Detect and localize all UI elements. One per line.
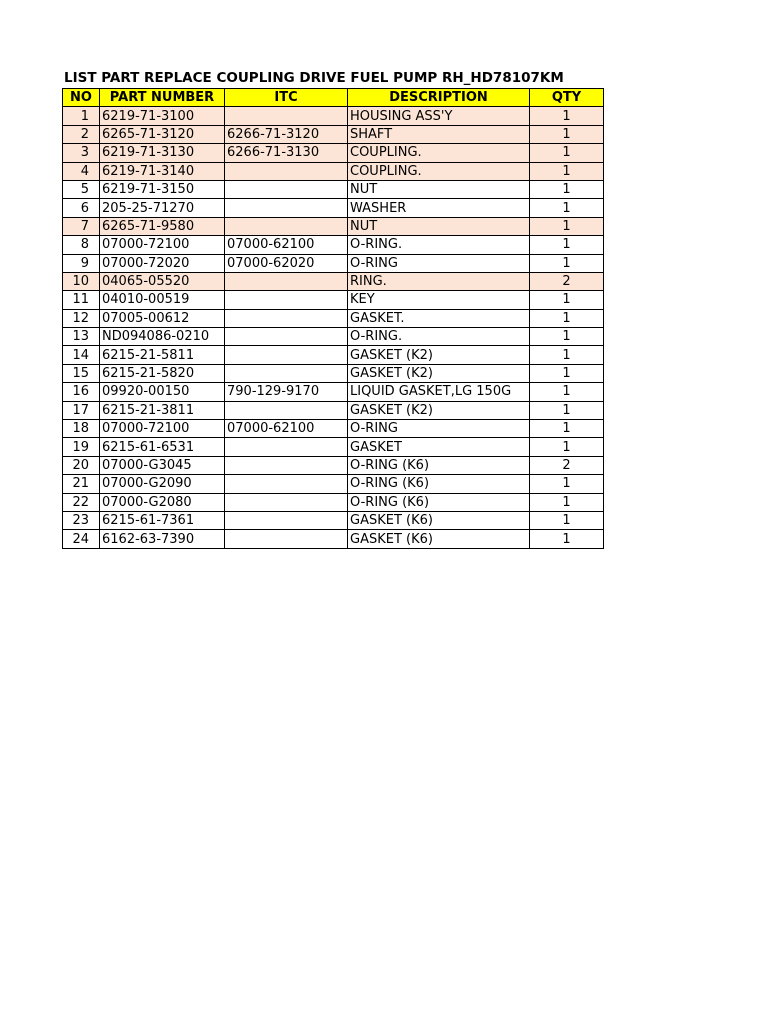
cell-qty: 1	[530, 254, 604, 272]
cell-qty: 1	[530, 144, 604, 162]
cell-itc	[225, 107, 348, 125]
cell-itc	[225, 291, 348, 309]
cell-part-number: 6265-71-9580	[100, 217, 225, 235]
cell-no: 11	[63, 291, 100, 309]
cell-description: HOUSING ASS'Y	[348, 107, 530, 125]
cell-itc	[225, 530, 348, 548]
cell-qty: 1	[530, 125, 604, 143]
cell-part-number: 07000-72100	[100, 420, 225, 438]
cell-part-number: 07000-G3045	[100, 456, 225, 474]
cell-description: O-RING	[348, 254, 530, 272]
table-row	[63, 420, 604, 438]
table-row	[63, 511, 604, 529]
cell-itc	[225, 364, 348, 382]
table-row	[63, 493, 604, 511]
cell-qty: 1	[530, 217, 604, 235]
cell-part-number: 6265-71-3120	[100, 125, 225, 143]
parts-table-body	[63, 107, 604, 548]
cell-itc	[225, 162, 348, 180]
cell-part-number: 07000-72100	[100, 236, 225, 254]
table-row	[63, 254, 604, 272]
cell-part-number: 6215-61-6531	[100, 438, 225, 456]
table-row	[63, 383, 604, 401]
cell-part-number: 6215-21-3811	[100, 401, 225, 419]
cell-itc	[225, 401, 348, 419]
cell-part-number: 04065-05520	[100, 272, 225, 290]
header-description: DESCRIPTION	[348, 89, 530, 107]
cell-description: SHAFT	[348, 125, 530, 143]
cell-itc	[225, 475, 348, 493]
cell-no: 4	[63, 162, 100, 180]
cell-part-number: 07000-G2080	[100, 493, 225, 511]
table-row	[63, 456, 604, 474]
cell-part-number: 07000-72020	[100, 254, 225, 272]
cell-itc	[225, 199, 348, 217]
cell-itc: 6266-71-3130	[225, 144, 348, 162]
cell-qty: 1	[530, 180, 604, 198]
cell-itc	[225, 438, 348, 456]
cell-qty: 1	[530, 383, 604, 401]
cell-qty: 2	[530, 456, 604, 474]
cell-description: O-RING (K6)	[348, 493, 530, 511]
cell-itc	[225, 309, 348, 327]
cell-no: 8	[63, 236, 100, 254]
cell-itc: 07000-62100	[225, 236, 348, 254]
cell-part-number: 09920-00150	[100, 383, 225, 401]
cell-description: WASHER	[348, 199, 530, 217]
cell-itc	[225, 511, 348, 529]
table-row	[63, 162, 604, 180]
cell-qty: 2	[530, 272, 604, 290]
header-row	[63, 89, 604, 107]
table-row	[63, 530, 604, 548]
cell-no: 13	[63, 328, 100, 346]
cell-description: KEY	[348, 291, 530, 309]
cell-no: 7	[63, 217, 100, 235]
cell-qty: 1	[530, 511, 604, 529]
cell-part-number: 6219-71-3140	[100, 162, 225, 180]
cell-part-number: 07005-00612	[100, 309, 225, 327]
cell-qty: 1	[530, 475, 604, 493]
cell-itc: 07000-62100	[225, 420, 348, 438]
cell-no: 2	[63, 125, 100, 143]
cell-description: O-RING.	[348, 328, 530, 346]
cell-part-number: 07000-G2090	[100, 475, 225, 493]
table-row	[63, 236, 604, 254]
cell-qty: 1	[530, 291, 604, 309]
cell-qty: 1	[530, 493, 604, 511]
cell-no: 6	[63, 199, 100, 217]
header-itc: ITC	[225, 89, 348, 107]
cell-itc	[225, 493, 348, 511]
cell-description: NUT	[348, 180, 530, 198]
cell-description: GASKET (K2)	[348, 364, 530, 382]
parts-table	[62, 88, 604, 549]
cell-part-number: 6215-61-7361	[100, 511, 225, 529]
table-row	[63, 346, 604, 364]
cell-qty: 1	[530, 199, 604, 217]
cell-no: 18	[63, 420, 100, 438]
cell-itc: 790-129-9170	[225, 383, 348, 401]
cell-description: COUPLING.	[348, 144, 530, 162]
cell-no: 16	[63, 383, 100, 401]
cell-no: 20	[63, 456, 100, 474]
cell-part-number: 6219-71-3130	[100, 144, 225, 162]
table-row	[63, 328, 604, 346]
cell-qty: 1	[530, 346, 604, 364]
cell-qty: 1	[530, 401, 604, 419]
cell-itc	[225, 180, 348, 198]
header-qty: QTY	[530, 89, 604, 107]
cell-part-number: 6219-71-3150	[100, 180, 225, 198]
cell-description: GASKET.	[348, 309, 530, 327]
cell-description: GASKET (K6)	[348, 511, 530, 529]
cell-no: 23	[63, 511, 100, 529]
cell-qty: 1	[530, 236, 604, 254]
cell-qty: 1	[530, 107, 604, 125]
cell-qty: 1	[530, 328, 604, 346]
table-row	[63, 107, 604, 125]
cell-description: RING.	[348, 272, 530, 290]
table-row	[63, 438, 604, 456]
cell-itc	[225, 272, 348, 290]
cell-description: GASKET	[348, 438, 530, 456]
cell-no: 12	[63, 309, 100, 327]
cell-description: O-RING.	[348, 236, 530, 254]
cell-itc: 07000-62020	[225, 254, 348, 272]
cell-description: GASKET (K2)	[348, 401, 530, 419]
sheet-title: LIST PART REPLACE COUPLING DRIVE FUEL PUMP RH_HD78107KM	[64, 70, 564, 86]
cell-qty: 1	[530, 530, 604, 548]
cell-description: O-RING (K6)	[348, 475, 530, 493]
cell-description: O-RING (K6)	[348, 456, 530, 474]
cell-no: 1	[63, 107, 100, 125]
cell-no: 3	[63, 144, 100, 162]
cell-no: 24	[63, 530, 100, 548]
cell-no: 17	[63, 401, 100, 419]
cell-part-number: 205-25-71270	[100, 199, 225, 217]
header-part-number: PART NUMBER	[100, 89, 225, 107]
cell-no: 5	[63, 180, 100, 198]
cell-part-number: 6162-63-7390	[100, 530, 225, 548]
table-row	[63, 217, 604, 235]
table-row	[63, 199, 604, 217]
table-row	[63, 180, 604, 198]
cell-itc	[225, 456, 348, 474]
cell-no: 15	[63, 364, 100, 382]
cell-no: 19	[63, 438, 100, 456]
cell-description: COUPLING.	[348, 162, 530, 180]
table-row	[63, 272, 604, 290]
cell-description: O-RING	[348, 420, 530, 438]
cell-qty: 1	[530, 309, 604, 327]
table-row	[63, 475, 604, 493]
cell-qty: 1	[530, 438, 604, 456]
cell-itc	[225, 346, 348, 364]
cell-no: 21	[63, 475, 100, 493]
cell-itc	[225, 328, 348, 346]
cell-part-number: ND094086-0210	[100, 328, 225, 346]
table-row	[63, 125, 604, 143]
cell-qty: 1	[530, 162, 604, 180]
cell-no: 9	[63, 254, 100, 272]
cell-itc: 6266-71-3120	[225, 125, 348, 143]
table-row	[63, 309, 604, 327]
cell-description: NUT	[348, 217, 530, 235]
cell-part-number: 04010-00519	[100, 291, 225, 309]
cell-part-number: 6215-21-5811	[100, 346, 225, 364]
cell-description: GASKET (K2)	[348, 346, 530, 364]
cell-description: LIQUID GASKET,LG 150G	[348, 383, 530, 401]
cell-qty: 1	[530, 364, 604, 382]
table-row	[63, 401, 604, 419]
cell-qty: 1	[530, 420, 604, 438]
cell-itc	[225, 217, 348, 235]
cell-no: 14	[63, 346, 100, 364]
cell-part-number: 6219-71-3100	[100, 107, 225, 125]
cell-description: GASKET (K6)	[348, 530, 530, 548]
table-row	[63, 364, 604, 382]
cell-no: 22	[63, 493, 100, 511]
cell-no: 10	[63, 272, 100, 290]
header-no: NO	[63, 89, 100, 107]
cell-part-number: 6215-21-5820	[100, 364, 225, 382]
table-row	[63, 144, 604, 162]
table-row	[63, 291, 604, 309]
